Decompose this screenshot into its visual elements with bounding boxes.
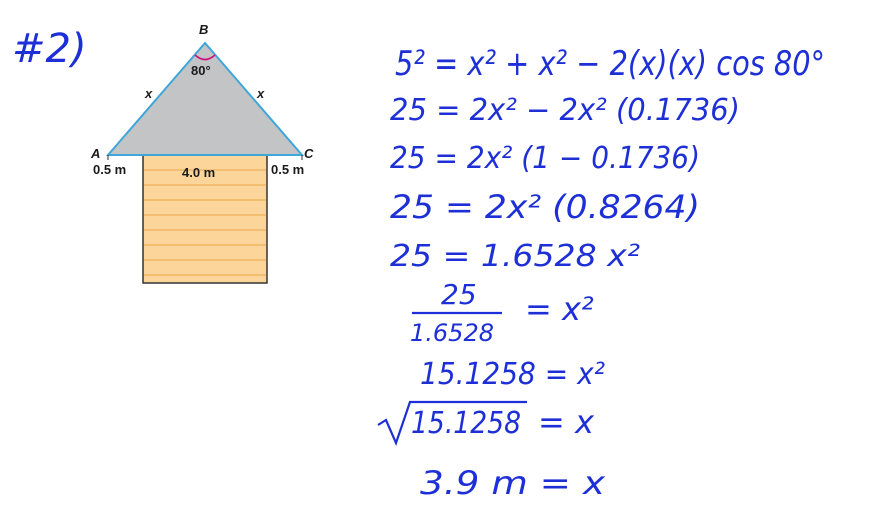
vertex-c-label: C [304, 146, 314, 161]
problem-label: #2) [12, 26, 87, 72]
work-line-7: 15.1258 = x² [420, 357, 605, 392]
work-line-1: 5² = x² + x² − 2(x)(x) cos 80° [395, 44, 825, 84]
work-line-3: 25 = 2x² (1 − 0.1736) [390, 141, 700, 176]
fraction-numerator: 25 [441, 278, 477, 311]
work-line-8 [378, 402, 595, 443]
diagram [90, 22, 314, 283]
overhang-left-label: 0.5 m [93, 162, 127, 177]
fraction-rhs: = x² [525, 290, 594, 328]
work-line-5: 25 = 1.6528 x² [390, 239, 640, 274]
angle-b-label: 80° [191, 63, 211, 78]
fraction-denominator: 1.6528 [410, 319, 494, 347]
side-left-label: x [145, 86, 153, 101]
base-width-label: 4.0 m [182, 165, 216, 180]
radicand: 15.1258 [411, 406, 521, 441]
work-line-2: 25 = 2x² − 2x² (0.1736) [390, 93, 740, 128]
vertex-a-label: A [91, 146, 101, 161]
radical-rhs: = x [538, 403, 594, 441]
vertex-b-label: B [199, 22, 209, 37]
work-line-9: 3.9 m = x [420, 464, 607, 502]
worked-solution [378, 44, 825, 502]
work-line-6 [410, 278, 594, 347]
side-right-label: x [257, 86, 265, 101]
overhang-right-label: 0.5 m [271, 162, 305, 177]
work-line-4: 25 = 2x² (0.8264) [390, 188, 700, 226]
